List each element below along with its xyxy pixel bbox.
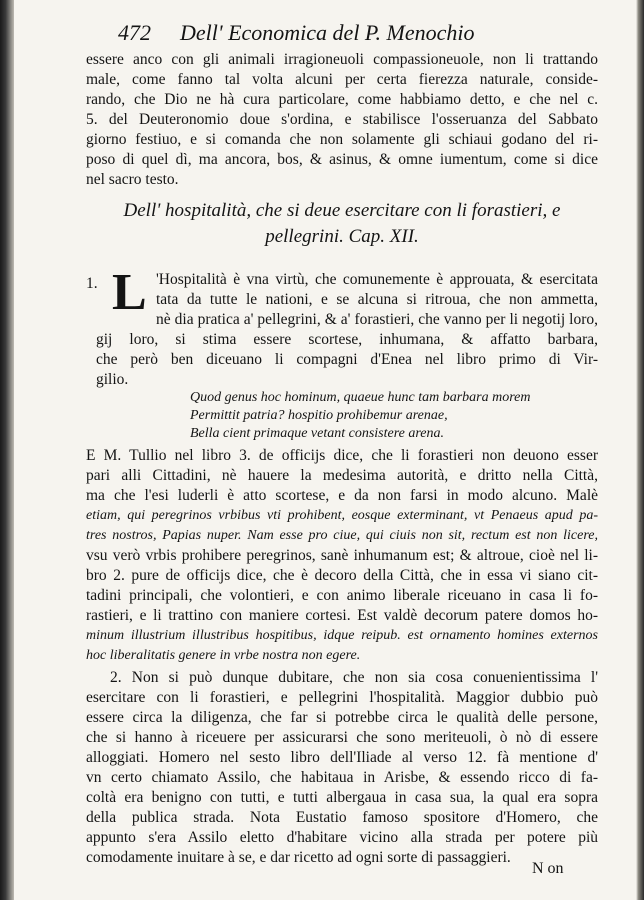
text-line: della publica strada. Nota Eustatio famoso spositore d'Homero, che — [86, 809, 598, 826]
text-line: giorno festiuo, e si comanda che non solamente gli schiaui godano del ri- — [86, 131, 598, 148]
catchword: N on — [532, 860, 564, 877]
latin-quote-line: hoc liberalitatis genere in vrbe nostra non egere. — [86, 648, 361, 663]
page-right-shadow — [636, 0, 644, 900]
chapter-title-line: Dell' hospitalità, che si deue esercitare con li forastieri, e — [123, 200, 561, 221]
text-line: appunto s'era Assilo eletto d'habitare vicino alla strada per potere più — [86, 829, 598, 846]
page-number: 472 — [118, 20, 151, 45]
text-line: poso di quel dì, ma ancora, bos, & asinus, & omne iumentum, come si dice — [86, 151, 598, 168]
text-line: male, come fanno tal volta alcuni per certa fierezza naturale, conside- — [86, 71, 598, 88]
text-line: essere anco con gli animali irragioneuoli compassioneuole, non li trattando — [86, 51, 598, 68]
running-title: Dell' Economica del P. Menochio — [180, 20, 475, 45]
verse-line: Bella cient primaque vetant consistere arena. — [190, 426, 445, 441]
text-line: comodamente inuitare à se, e dar ricetto ad ogni sorte di passaggieri. — [86, 849, 511, 866]
text-line: E M. Tullio nel libro 3. de officijs dice, che li forastieri non deuono esser — [86, 447, 598, 464]
chapter-title-line: pellegrini. Cap. XII. — [265, 226, 419, 247]
text-line: tadini principali, che volontieri, e con animo liberale riceuano in casa li fo- — [86, 587, 598, 604]
section-number: 1. — [86, 275, 98, 292]
text-line: gij loro, si stima essere scortese, inhumana, & affatto barbara, — [96, 331, 598, 348]
text-line: pari alli Cittadini, nè hauere la medesima autorità, e dritto nella Città, — [86, 467, 598, 484]
verse-line: Quod genus hoc hominum, quaeue hunc tam barbara morem — [190, 390, 531, 405]
text-line: nè dia pratica a' pellegrini, & a' forastieri, che vanno per li negotij loro, — [156, 311, 598, 328]
verse-line: Permittit patria? hospitio prohibemur arenae, — [190, 408, 448, 423]
text-line: ma che l'esi luderli è atto scortese, e da non farsi in modo alcuno. Malè — [86, 487, 598, 504]
text-line: rastieri, e li trattino con maniere cortesi. Est valdè decorum patere domos ho- — [86, 607, 598, 624]
text-line: vsu verò vrbis prohibere peregrinos, sanè inhumanum est; & altroue, cioè nel li- — [86, 547, 598, 564]
text-line: 'Hospitalità è vna virtù, che comunemente è approuata, & esercitata — [156, 271, 598, 288]
text-line: tata da tutte le nationi, e se alcuna si ritroua, che non ammetta, — [156, 291, 598, 308]
text-line: gilio. — [96, 371, 129, 388]
text-line: che si hanno à riceuere per assicurarsi che sono meriteuoli, ò nò di essere — [86, 729, 598, 746]
latin-quote-line: etiam, qui peregrinos vrbibus vti prohibent, eosque exterminant, vt Penaeus apud pa- — [86, 508, 598, 523]
text-line: rando, che Dio ne hà cura particolare, come habbiamo detto, e che nel c. — [86, 91, 598, 108]
text-line: esercitare con li forastieri, e pellegrini l'hospitalità. Maggior dubbio può — [86, 689, 598, 706]
text-line: alloggiati. Homero nel sesto libro dell'Iliade al verso 12. fà mentione d' — [86, 749, 598, 766]
running-header — [118, 20, 618, 50]
text-line: 2. Non si può dunque dubitare, che non sia cosa conuenientissima l' — [110, 669, 598, 686]
text-line: vn certo chiamato Assilo, che habitaua in Arisbe, & essendo ricco di fa- — [86, 769, 598, 786]
text-line: essere circa la diligenza, che far si potrebbe circa le qualità delle persone, — [86, 709, 598, 726]
text-line: che però ben diceuano li compagni d'Enea nel libro primo di Vir- — [96, 351, 598, 368]
text-line: nel sacro testo. — [86, 171, 179, 188]
page-left-shadow — [0, 0, 14, 900]
text-line: 5. del Deuteronomio doue s'ordina, e stabilisce l'osseruanza del Sabbato — [86, 111, 598, 128]
latin-quote-line: tres nostros, Papias nuper. Nam esse pro ciue, qui ciuis non sit, rectum est non licere, — [86, 528, 598, 543]
drop-cap: L — [112, 264, 147, 321]
text-line: coltà era benigno con tutti, e tutti albergaua in casa sua, la qual era sopra — [86, 789, 598, 806]
latin-quote-line: minum illustrium illustribus hospitibus, idque reipub. est ornamento homines externos — [86, 628, 598, 643]
text-line: bro 2. pure de officijs dice, che è decoro della Città, che in essa vi siano cit- — [86, 567, 598, 584]
